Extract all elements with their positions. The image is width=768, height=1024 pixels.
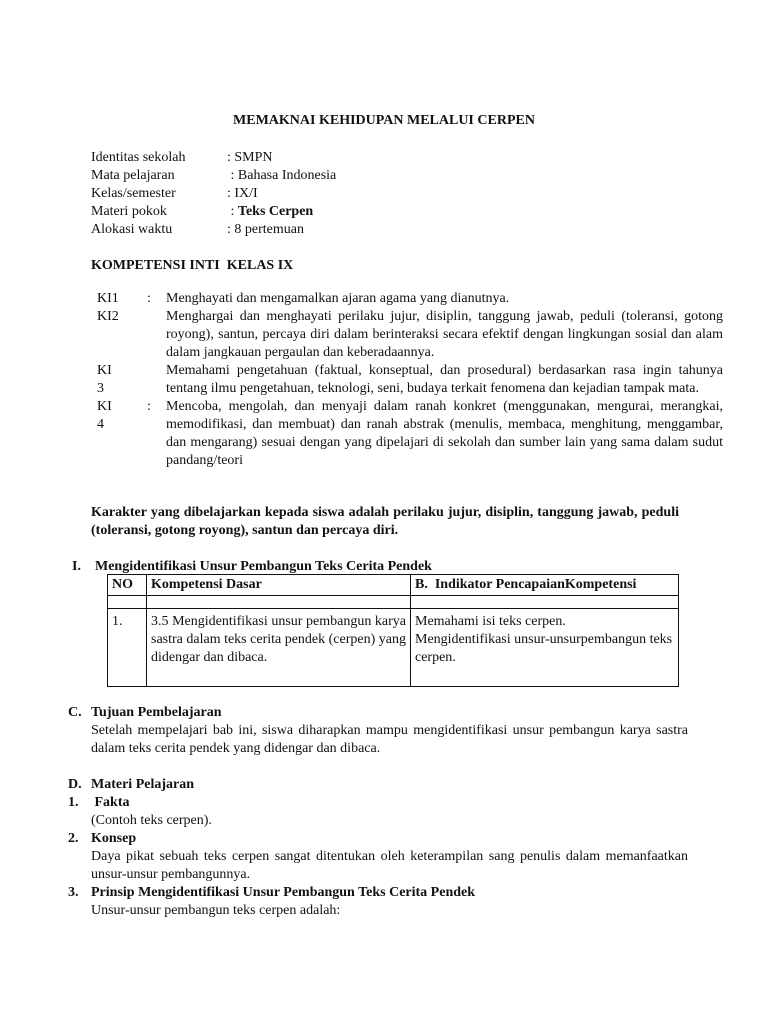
- subsection-marker: 2.: [68, 831, 79, 846]
- subsection-marker: 1.: [68, 795, 79, 810]
- ki-text: [166, 362, 723, 398]
- ki-label: [97, 362, 137, 398]
- identity-value: : SMPN: [227, 150, 273, 165]
- table-header-cell: Kompetensi Dasar: [147, 575, 411, 596]
- identity-value: Teks Cerpen: [237, 204, 314, 219]
- indikator-item: Mengidentifikasi unsur-unsurpembangun teks cerpen.: [415, 632, 673, 665]
- subsection-heading: [68, 830, 688, 848]
- ki-label-line: KI: [97, 363, 112, 378]
- subsection-title: Fakta: [91, 795, 130, 810]
- subsection-text: Daya pikat sebuah teks cerpen sangat ditentukan oleh keterampilan sang penulis dalam memanfaatkan unsur-unsur pembangunnya.: [91, 849, 688, 882]
- identity-value: : 8 pertemuan: [227, 222, 304, 237]
- identity-colon: :: [227, 204, 238, 219]
- section-c: [68, 704, 688, 758]
- ki-label-line: KI: [97, 399, 112, 414]
- ki-label-line: 3: [97, 381, 104, 396]
- identity-row: [91, 221, 691, 239]
- identity-row: [91, 167, 691, 185]
- ki-label-line: KI2: [97, 309, 119, 324]
- ki-label-line: KI1: [97, 291, 119, 306]
- identity-value-wrap: [227, 203, 313, 221]
- ki-label: [97, 290, 137, 326]
- identity-row: [91, 149, 691, 167]
- table-spacer-row: [108, 596, 679, 609]
- subsection-title: Prinsip Mengidentifikasi Unsur Pembangun Teks Cerita Pendek: [91, 885, 476, 900]
- subsection-title: Konsep: [91, 831, 137, 846]
- ki-row: [97, 362, 723, 398]
- table-row: [108, 609, 679, 687]
- ki-text: [166, 398, 723, 470]
- ki-heading: KOMPETENSI INTI KELAS IX: [91, 258, 294, 273]
- identity-row: [91, 203, 691, 221]
- table-cell: [411, 596, 679, 609]
- table-cell-kd: 3.5 Mengidentifikasi unsur pembangun karya sastra dalam teks cerita pendek (cerpen) yang didengar dan dibaca.: [147, 609, 411, 687]
- section-d-heading: [68, 776, 688, 794]
- ki-label-line: 4: [97, 417, 104, 432]
- ki-colon: :: [147, 291, 151, 306]
- competency-table: [107, 574, 679, 687]
- table-cell: [108, 596, 147, 609]
- identity-label: Materi pokok: [91, 204, 167, 219]
- table-header-cell: B. Indikator PencapaianKompetensi: [411, 575, 679, 596]
- subsection-text: Unsur-unsur pembangun teks cerpen adalah:: [91, 903, 341, 918]
- identity-label: Alokasi waktu: [91, 222, 173, 237]
- table-cell-no: 1.: [108, 609, 147, 687]
- ki-colon: :: [147, 399, 151, 414]
- ki-text: [166, 290, 723, 362]
- section-d: [68, 776, 688, 920]
- ki-paragraph: Memahami pengetahuan (faktual, konseptual, dan prosedural) berdasarkan rasa ingin tahunya tentang ilmu pengetahuan, teknologi, seni, budaya terkait fenomena dan kejadian tampak mata.: [166, 363, 723, 396]
- karakter-statement: Karakter yang dibelajarkan kepada siswa adalah perilaku jujur, disiplin, tanggung jawab, peduli (toleransi, gotong royong), santun dan percaya diri.: [91, 505, 679, 538]
- section-title: Materi Pelajaran: [91, 777, 195, 792]
- table-cell-indikator: [411, 609, 679, 687]
- ki-paragraph: Mencoba, mengolah, dan menyaji dalam ranah konkret (menggunakan, mengurai, merangkai, memodifikasi, dan membuat) dan ranah abstrak (menulis, membaca, menghitung, menggambar, dan mengarang) sesuai dengan yang dipelajari di sekolah dan sumber lain yang sama dalam sudut pandang/teori: [166, 399, 723, 468]
- ki-paragraph: Menghargai dan menghayati perilaku jujur, disiplin, tanggung jawab, peduli (toleransi, gotong royong), santun, percaya diri dalam berinteraksi secara efektif dengan lingkungan sosial dan alam dalam jangkauan pergaulan dan keberadaannya.: [166, 309, 723, 360]
- section-marker: I.: [72, 559, 81, 574]
- ki-paragraph: Menghayati dan mengamalkan ajaran agama yang dianutnya.: [166, 291, 510, 306]
- ki-list: [97, 290, 723, 470]
- ki-row: [97, 290, 723, 362]
- identity-row: [91, 185, 691, 203]
- identity-block: [91, 149, 691, 239]
- ki-label: [97, 398, 137, 434]
- identity-value: : Bahasa Indonesia: [227, 168, 337, 183]
- ki-row: [97, 398, 723, 470]
- subsection-heading: [68, 884, 688, 902]
- section-c-heading: [68, 704, 688, 722]
- identity-label: Kelas/semester: [91, 186, 176, 201]
- section-marker: D.: [68, 777, 82, 792]
- document-title: MEMAKNAI KEHIDUPAN MELALUI CERPEN: [233, 113, 535, 128]
- section-title: Tujuan Pembelajaran: [91, 705, 222, 720]
- identity-value: : IX/I: [227, 186, 258, 201]
- table-cell: [147, 596, 411, 609]
- section-marker: C.: [68, 705, 82, 720]
- identity-label: Identitas sekolah: [91, 150, 186, 165]
- table-header-cell: NO: [108, 575, 147, 596]
- section-c-text: Setelah mempelajari bab ini, siswa diharapkan mampu mengidentifikasi unsur pembangun karya sastra dalam teks cerita pendek yang didengar dan dibaca.: [91, 723, 688, 756]
- subsection-marker: 3.: [68, 885, 79, 900]
- subsection-text: (Contoh teks cerpen).: [91, 813, 212, 828]
- table-header-row: [108, 575, 679, 596]
- subsection-heading: [68, 794, 688, 812]
- indikator-item: Memahami isi teks cerpen.: [415, 614, 566, 629]
- identity-label: Mata pelajaran: [91, 168, 175, 183]
- section-title: Mengidentifikasi Unsur Pembangun Teks Cerita Pendek: [95, 559, 432, 574]
